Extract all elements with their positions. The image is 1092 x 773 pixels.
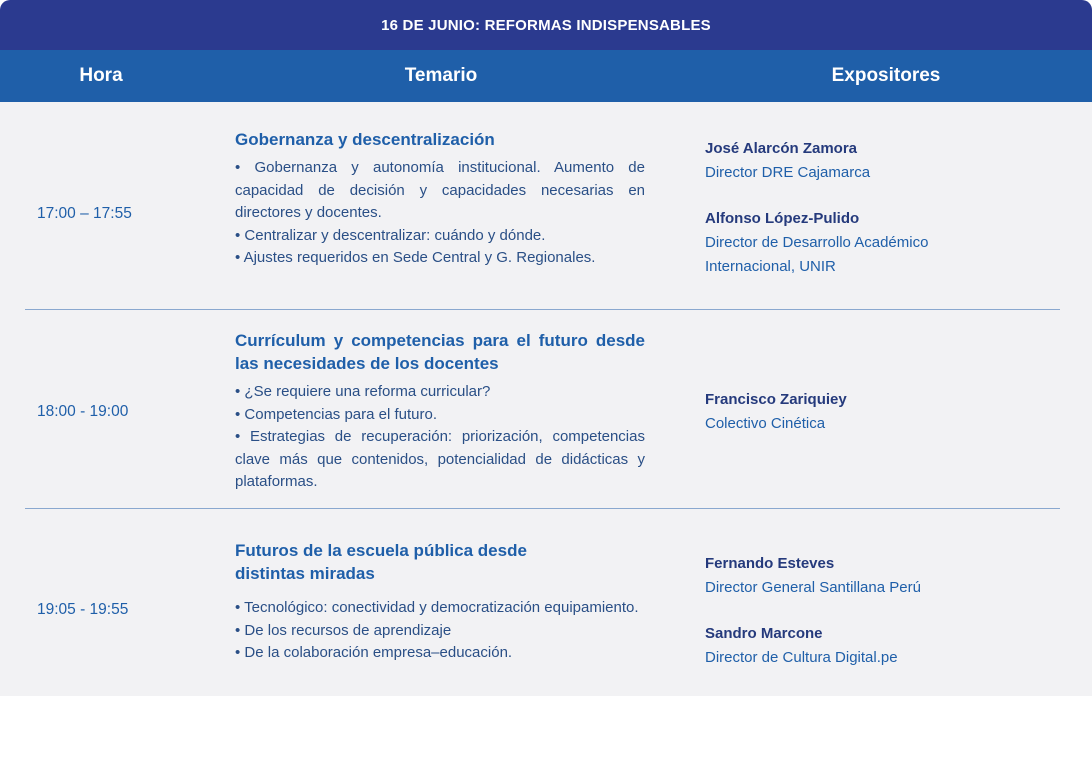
topic-title: Currículum y competencias para el futuro desde las necesidades de los docentes [235, 331, 645, 373]
banner-title: 16 DE JUNIO: REFORMAS INDISPENSABLES [381, 16, 711, 34]
table-body [0, 102, 1092, 696]
header-hora: Hora [79, 65, 123, 86]
speaker-name: Fernando Esteves [705, 555, 835, 572]
speaker-name: José Alarcón Zamora [705, 140, 857, 157]
schedule-banner [0, 0, 1092, 50]
topic-bullet: • Estrategias de recuperación: priorización, competencias clave más que contenidos, potencialidad de didácticas y plataformas. [235, 428, 645, 490]
topic-title: Gobernanza y descentralización [235, 130, 495, 149]
row-topic [235, 128, 645, 270]
row-speakers [705, 388, 1065, 458]
speaker [705, 388, 1065, 436]
table-row [0, 509, 1092, 696]
row-topic [235, 539, 645, 665]
speaker-name: Francisco Zariquiey [705, 391, 847, 408]
row-speakers [705, 137, 1065, 301]
speaker [705, 137, 1065, 185]
topic-bullet: • De la colaboración empresa–educación. [235, 644, 513, 661]
speaker [705, 552, 1065, 600]
speaker-role: Director de Cultura Digital.pe [705, 649, 898, 666]
speaker-role: Director DRE Cajamarca [705, 164, 871, 181]
table-header [0, 50, 1092, 102]
row-topic [235, 329, 645, 494]
speaker-role: Director de Desarrollo Académico Internacional, UNIR [705, 234, 929, 275]
topic-bullet: • ¿Se requiere una reforma curricular? [235, 383, 491, 400]
speaker-name: Sandro Marcone [705, 625, 823, 642]
speaker [705, 207, 1065, 279]
speaker-name: Alfonso López-Pulido [705, 210, 860, 227]
header-expositores: Expositores [831, 65, 941, 86]
topic-bullet: • Ajustes requeridos en Sede Central y G. Regionales. [235, 249, 596, 266]
speaker [705, 622, 1065, 670]
topic-bullet: • Centralizar y descentralizar: cuándo y dónde. [235, 226, 546, 244]
header-temario: Temario [404, 65, 478, 86]
speaker-role: Director General Santillana Perú [705, 579, 921, 596]
topic-bullet: • Tecnológico: conectividad y democratización equipamiento. [235, 599, 639, 616]
topic-bullet: • Competencias para el futuro. [235, 405, 438, 423]
row-speakers [705, 552, 1065, 692]
row-time: 19:05 - 19:55 [37, 601, 129, 618]
topic-bullet: • De los recursos de aprendizaje [235, 621, 452, 639]
topic-title: Futuros de la escuela pública desde distintas miradas [235, 541, 527, 583]
row-time: 18:00 - 19:00 [37, 403, 129, 420]
table-row [0, 310, 1092, 508]
row-time: 17:00 – 17:55 [37, 205, 132, 222]
speaker-role: Colectivo Cinética [705, 415, 826, 432]
table-row [0, 102, 1092, 309]
topic-bullet: • Gobernanza y autonomía institucional. Aumento de capacidad de decisión y capacidades necesarias en directores y docentes. [235, 159, 645, 221]
